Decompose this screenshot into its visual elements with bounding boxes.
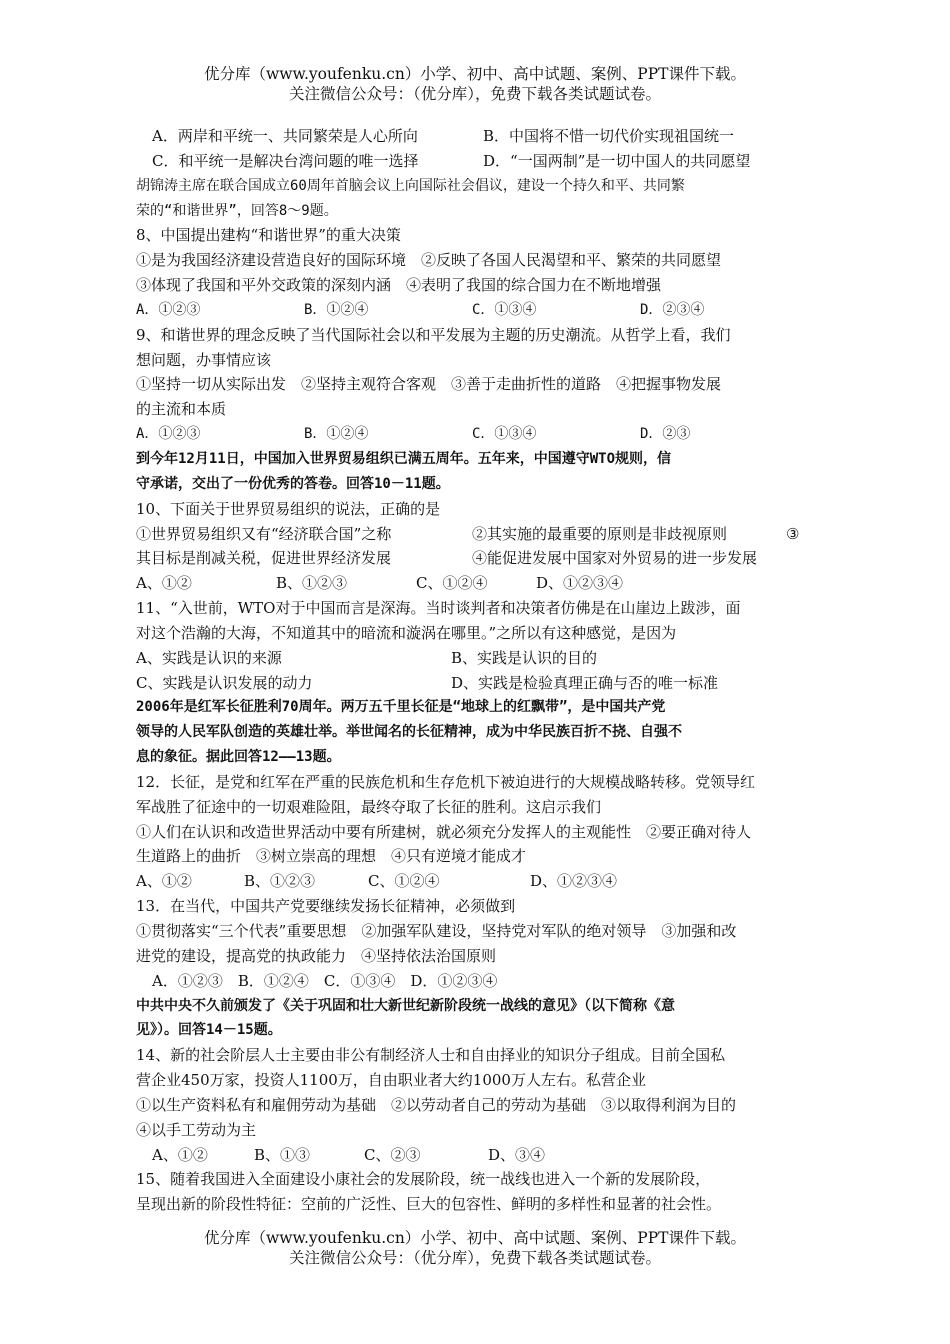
text-line	[136, 844, 836, 869]
text-segment: 12．长征，是党和红军在严重的民族危机和生存危机下被迫进行的大规模战略转移。党领导红	[136, 772, 756, 791]
text-segment: 9、和谐世界的理念反映了当代国际社会以和平发展为主题的历史潮流。从哲学上看，我们	[136, 325, 731, 344]
text-segment: ①是为我国经济建设营造良好的国际环境 ②反映了各国人民渴望和平、繁荣的共同愿望	[136, 251, 722, 270]
text-line	[136, 298, 836, 323]
text-segment: 生道路上的曲折 ③树立崇高的理想 ④只有逆境才能成才	[136, 847, 527, 866]
text-segment: A．①②③	[136, 426, 201, 443]
text-segment: 2006年是红军长征胜利70周年。两万五千里长征是“地球上的红飘带”，是中国共产党	[136, 699, 666, 716]
text-segment: C、②③	[364, 1145, 421, 1164]
text-line	[136, 1192, 836, 1217]
text-segment: ④能促进发展中国家对外贸易的进一步发展	[472, 549, 758, 568]
text-line	[136, 646, 836, 671]
text-line	[136, 1018, 836, 1043]
text-segment: C、实践是认识发展的动力	[136, 673, 313, 692]
text-segment: D．②③	[640, 426, 691, 443]
text-line	[136, 199, 836, 224]
text-segment: ①人们在认识和改造世界活动中要有所建树，就必须充分发挥人的主观能性 ②要正确对待人	[136, 822, 752, 841]
page-footer	[0, 1228, 950, 1268]
text-segment: ①贯彻落实“三个代表”重要思想 ②加强军队建设，坚持党对军队的绝对领导 ③加强和改	[136, 922, 737, 940]
text-line	[136, 1143, 836, 1168]
text-line	[136, 919, 836, 944]
text-segment: 中共中央不久前颁发了《关于巩固和壮大新世纪新阶段统一战线的意见》（以下简称《意	[136, 997, 675, 1014]
text-line	[136, 621, 836, 646]
text-line	[136, 124, 836, 149]
text-segment: A、①②	[152, 1145, 208, 1164]
text-segment: 8、中国提出建构“和谐世界”的重大决策	[136, 226, 401, 245]
text-segment: 息的象征。据此回答12——13题。	[136, 749, 341, 766]
text-segment: C．和平统一是解决台湾问题的唯一选择	[152, 151, 419, 170]
text-line	[136, 720, 836, 745]
text-segment: A．①②③ B．①②④ C．①③④ D．①②③④	[152, 971, 498, 990]
text-line	[136, 223, 836, 248]
text-line	[136, 571, 836, 596]
text-segment: ②其实施的最重要的原则是非歧视原则	[472, 524, 728, 543]
text-line	[136, 1118, 836, 1143]
text-segment: 其目标是削减关税，促进世界经济发展	[136, 549, 392, 568]
text-line	[136, 969, 836, 994]
text-line	[136, 894, 836, 919]
text-line	[136, 497, 836, 522]
text-line	[136, 397, 836, 422]
text-line	[136, 596, 836, 621]
text-segment: ①坚持一切从实际出发 ②坚持主观符合客观 ③善于走曲折性的道路 ④把握事物发展	[136, 375, 722, 394]
text-line	[136, 522, 836, 547]
text-segment: 想问题，办事情应该	[136, 350, 272, 369]
text-segment: 守承诺，交出了一份优秀的答卷。回答10－11题。	[136, 475, 450, 492]
text-segment: 营企业450万家，投资人1100万，自由职业者大约1000万人左右。私营企业	[136, 1071, 646, 1090]
text-segment: ③	[786, 524, 800, 543]
text-segment: D、①②③④	[530, 872, 618, 891]
text-segment: A、实践是认识的来源	[136, 648, 282, 667]
text-line	[136, 994, 836, 1019]
text-line	[136, 1093, 836, 1118]
text-segment: A．①②③	[136, 301, 201, 318]
text-segment: 荣的“和谐世界”，回答8～9题。	[136, 202, 338, 219]
text-segment: 军战胜了征途中的一切艰难险阻，最终夺取了长征的胜利。这启示我们	[136, 797, 602, 816]
text-segment: B．①②④	[304, 426, 369, 443]
text-segment: C．①③④	[472, 301, 537, 318]
text-segment: B、①②③	[276, 574, 348, 593]
text-line	[136, 820, 836, 845]
text-segment: ④以手工劳动为主	[136, 1120, 257, 1139]
text-line	[136, 422, 836, 447]
text-line	[136, 447, 836, 472]
text-segment: C、①②④	[416, 574, 488, 593]
text-segment: D．“一国两制”是一切中国人的共同愿望	[483, 151, 751, 170]
text-segment: 10、下面关于世界贸易组织的说法，正确的是	[136, 499, 441, 518]
text-line	[136, 770, 836, 795]
text-segment: 对这个浩瀚的大海，不知道其中的暗流和漩涡在哪里。”之所以有这种感觉，是因为	[136, 623, 677, 642]
footer-line-2: 关注微信公众号：（优分库），免费下载各类试题试卷。	[288, 1249, 661, 1267]
text-segment: 进党的建设，提高党的执政能力 ④坚持依法治国原则	[136, 946, 497, 965]
text-segment: 的主流和本质	[136, 400, 227, 419]
text-line	[136, 273, 836, 298]
text-line	[136, 869, 836, 894]
page-header	[0, 64, 950, 104]
text-segment: D、①②③④	[536, 574, 624, 593]
text-segment: B、①②③	[244, 872, 316, 891]
text-line	[136, 1068, 836, 1093]
text-segment: ①世界贸易组织又有“经济联合国”之称	[136, 524, 392, 543]
text-segment: 13．在当代，中国共产党要继续发扬长征精神，必须做到	[136, 897, 516, 916]
text-line	[136, 546, 836, 571]
text-segment: 11、“入世前，WTO对于中国而言是深海。当时谈判者和决策者仿佛是在山崖边上跋涉，面	[136, 599, 741, 618]
text-line	[136, 671, 836, 696]
text-line	[136, 174, 836, 199]
text-line	[136, 348, 836, 373]
text-segment: D、实践是检验真理正确与否的唯一标准	[451, 673, 719, 692]
text-segment: D．②③④	[640, 301, 705, 318]
text-segment: 15、随着我国进入全面建设小康社会的发展阶段，统一战线也进入一个新的发展阶段，	[136, 1170, 711, 1189]
text-line	[136, 944, 836, 969]
text-segment: C、①②④	[368, 872, 440, 891]
text-line	[136, 795, 836, 820]
text-line	[136, 248, 836, 273]
document-body	[136, 124, 836, 1217]
text-segment: 呈现出新的阶段性特征：空前的广泛性、巨大的包容性、鲜明的多样性和显著的社会性。	[136, 1195, 722, 1214]
text-line	[136, 745, 836, 770]
text-segment: D、③④	[488, 1145, 546, 1164]
header-line-1: 优分库（www.youfenku.cn）小学、初中、高中试题、案例、PPT课件下载。	[203, 65, 747, 83]
text-segment: B、①③	[254, 1145, 311, 1164]
text-segment: 到今年12月11日，中国加入世界贸易组织已满五周年。五年来，中国遵守WTO规则，信	[136, 450, 671, 467]
text-segment: 领导的人民军队创造的英雄壮举。举世闻名的长征精神，成为中华民族百折不挠、自强不	[136, 724, 682, 741]
text-segment: B．中国将不惜一切代价实现祖国统一	[483, 127, 735, 145]
text-line	[136, 372, 836, 397]
header-line-2: 关注微信公众号：（优分库），免费下载各类试题试卷。	[288, 85, 661, 103]
text-segment: A、①②	[136, 574, 192, 593]
text-line	[136, 1167, 836, 1192]
text-segment: 胡锦涛主席在联合国成立60周年首脑会议上向国际社会倡议，建设一个持久和平、共同繁	[136, 177, 685, 194]
text-line	[136, 472, 836, 497]
text-line	[136, 1043, 836, 1068]
text-segment: 见》）。回答14－15题。	[136, 1022, 282, 1039]
text-line	[136, 323, 836, 348]
text-segment: B、实践是认识的目的	[451, 648, 598, 667]
text-segment: A．两岸和平统一、共同繁荣是人心所向	[152, 127, 418, 145]
text-segment: 14、新的社会阶层人士主要由非公有制经济人士和自由择业的知识分子组成。目前全国私	[136, 1046, 726, 1065]
text-segment: A、①②	[136, 872, 192, 891]
text-line	[136, 149, 836, 174]
text-segment: ①以生产资料私有和雇佣劳动为基础 ②以劳动者自己的劳动为基础 ③以取得利润为目的	[136, 1095, 737, 1114]
text-line	[136, 695, 836, 720]
footer-line-1: 优分库（www.youfenku.cn）小学、初中、高中试题、案例、PPT课件下载。	[203, 1229, 747, 1247]
text-segment: C．①③④	[472, 426, 537, 443]
text-segment: B．①②④	[304, 301, 369, 318]
text-segment: ③体现了我国和平外交政策的深刻内涵 ④表明了我国的综合国力在不断地增强	[136, 276, 662, 295]
